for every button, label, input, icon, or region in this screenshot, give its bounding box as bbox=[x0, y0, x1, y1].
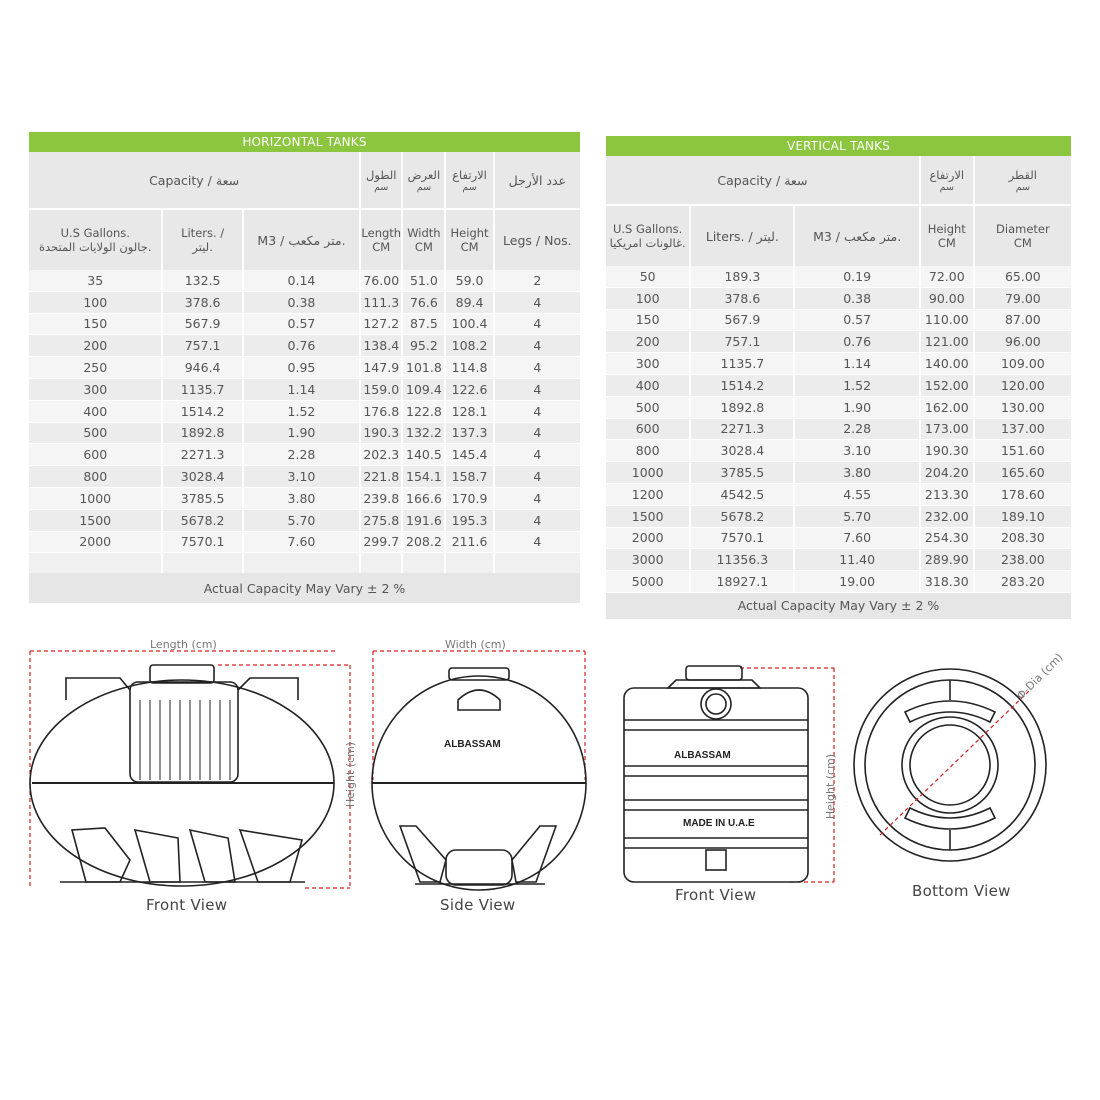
table-cell: 147.9 bbox=[361, 357, 401, 379]
width-header: Width CM bbox=[403, 208, 444, 270]
table-cell: 158.7 bbox=[446, 466, 492, 488]
table-cell: 3028.4 bbox=[691, 440, 793, 462]
h-height-dim-label: Height (cm) bbox=[344, 741, 358, 808]
table-cell: 189.3 bbox=[691, 266, 793, 288]
table-cell: 150 bbox=[29, 314, 161, 336]
table-cell: 213.30 bbox=[921, 484, 973, 506]
table-cell: 300 bbox=[29, 379, 161, 401]
table-cell: 87.5 bbox=[403, 314, 444, 336]
table-cell: 1135.7 bbox=[163, 379, 241, 401]
table-cell: 109.00 bbox=[975, 353, 1071, 375]
table-cell: 170.9 bbox=[446, 488, 492, 510]
table-cell: 140.5 bbox=[403, 444, 444, 466]
table-cell: 4 bbox=[495, 423, 580, 445]
table-cell: 500 bbox=[29, 423, 161, 445]
table-cell: 11.40 bbox=[795, 549, 918, 571]
gallons-header: U.S Gallons. جالون الولايات المتحدة. bbox=[29, 208, 161, 270]
table-cell: 400 bbox=[29, 401, 161, 423]
table-cell: 76.00 bbox=[361, 270, 401, 292]
table-cell: 7570.1 bbox=[163, 532, 241, 554]
vertical-height-ar-header: الارتفاع سم bbox=[921, 156, 973, 204]
table-cell: 0.76 bbox=[244, 335, 359, 357]
table-cell: 299.7 bbox=[361, 532, 401, 554]
table-cell: 5678.2 bbox=[163, 510, 241, 532]
table-cell: 4 bbox=[495, 488, 580, 510]
table-cell: 200 bbox=[29, 335, 161, 357]
table-cell: 208.2 bbox=[403, 532, 444, 554]
table-cell: 101.8 bbox=[403, 357, 444, 379]
table-cell: 254.30 bbox=[921, 528, 973, 550]
table-cell: 173.00 bbox=[921, 419, 973, 441]
table-cell: 4 bbox=[495, 292, 580, 314]
table-cell: 2000 bbox=[606, 528, 689, 550]
table-cell: 275.8 bbox=[361, 510, 401, 532]
table-cell: 800 bbox=[606, 440, 689, 462]
vertical-gallons-header: U.S Gallons. غالونات امريكيا. bbox=[606, 204, 689, 266]
table-cell: 165.60 bbox=[975, 462, 1071, 484]
table-cell: 76.6 bbox=[403, 292, 444, 314]
table-cell: 1.14 bbox=[795, 353, 918, 375]
table-cell: 757.1 bbox=[691, 331, 793, 353]
table-cell: 122.6 bbox=[446, 379, 492, 401]
table-cell: 51.0 bbox=[403, 270, 444, 292]
table-cell: 378.6 bbox=[163, 292, 241, 314]
table-cell: 7.60 bbox=[244, 532, 359, 554]
table-cell: 89.4 bbox=[446, 292, 492, 314]
table-cell: 100.4 bbox=[446, 314, 492, 336]
v-dia-dim-label: Φ-Dia (cm) bbox=[1014, 650, 1066, 703]
table-cell: 3.10 bbox=[795, 440, 918, 462]
table-cell: 7570.1 bbox=[691, 528, 793, 550]
capacity-header: Capacity / سعة bbox=[29, 152, 359, 208]
table-cell: 190.3 bbox=[361, 423, 401, 445]
liters-header: Liters. / ليتر. bbox=[163, 208, 241, 270]
table-cell: 195.3 bbox=[446, 510, 492, 532]
table-cell: 238.00 bbox=[975, 549, 1071, 571]
table-cell: 567.9 bbox=[691, 310, 793, 332]
table-cell: 1514.2 bbox=[163, 401, 241, 423]
table-cell: 2271.3 bbox=[691, 419, 793, 441]
legs-header: Legs / Nos. bbox=[495, 208, 580, 270]
h-length-dim-label: Length (cm) bbox=[150, 638, 217, 651]
vertical-height-header: Height CM bbox=[921, 204, 973, 266]
table-cell: 108.2 bbox=[446, 335, 492, 357]
table-cell: 3785.5 bbox=[163, 488, 241, 510]
table-cell: 1000 bbox=[29, 488, 161, 510]
table-cell: 1500 bbox=[29, 510, 161, 532]
table-cell: 87.00 bbox=[975, 310, 1071, 332]
table-cell: 250 bbox=[29, 357, 161, 379]
table-cell: 114.8 bbox=[446, 357, 492, 379]
table-cell: 162.00 bbox=[921, 397, 973, 419]
table-cell: 4 bbox=[495, 314, 580, 336]
table-cell: 0.14 bbox=[244, 270, 359, 292]
table-cell: 4 bbox=[495, 444, 580, 466]
table-cell: 109.4 bbox=[403, 379, 444, 401]
table-cell: 2.28 bbox=[244, 444, 359, 466]
table-cell: 2 bbox=[495, 270, 580, 292]
table-cell: 4 bbox=[495, 335, 580, 357]
table-cell: 232.00 bbox=[921, 506, 973, 528]
table-cell: 2000 bbox=[29, 532, 161, 554]
table-cell: 4 bbox=[495, 401, 580, 423]
vertical-m3-header: M3 / متر مكعب. bbox=[795, 204, 918, 266]
vertical-liters-header: Liters. / ليتر. bbox=[691, 204, 793, 266]
table-cell: 2271.3 bbox=[163, 444, 241, 466]
table-cell: 3.80 bbox=[244, 488, 359, 510]
table-cell: 400 bbox=[606, 375, 689, 397]
v-front-view-label: Front View bbox=[675, 886, 757, 904]
h-front-view-label: Front View bbox=[146, 896, 228, 914]
table-cell: 239.8 bbox=[361, 488, 401, 510]
table-cell: 35 bbox=[29, 270, 161, 292]
vertical-tanks-title: VERTICAL TANKS bbox=[606, 136, 1071, 156]
table-cell: 1000 bbox=[606, 462, 689, 484]
table-cell: 0.57 bbox=[244, 314, 359, 336]
table-cell: 0.38 bbox=[795, 288, 918, 310]
table-cell: 2.28 bbox=[795, 419, 918, 441]
table-cell: 3.10 bbox=[244, 466, 359, 488]
table-cell: 137.00 bbox=[975, 419, 1071, 441]
height-ar-header: الارتفاع سم bbox=[446, 152, 492, 208]
table-cell: 120.00 bbox=[975, 375, 1071, 397]
length-ar-header: الطول سم bbox=[361, 152, 401, 208]
table-cell: 0.76 bbox=[795, 331, 918, 353]
table-cell: 137.3 bbox=[446, 423, 492, 445]
table-cell: 1.90 bbox=[795, 397, 918, 419]
table-cell: 132.2 bbox=[403, 423, 444, 445]
vertical-capacity-header: Capacity / سعة bbox=[606, 156, 919, 204]
table-cell: 90.00 bbox=[921, 288, 973, 310]
table-cell: 111.3 bbox=[361, 292, 401, 314]
table-cell: 5.70 bbox=[795, 506, 918, 528]
table-cell: 0.57 bbox=[795, 310, 918, 332]
table-cell: 150 bbox=[606, 310, 689, 332]
table-cell: 95.2 bbox=[403, 335, 444, 357]
table-cell: 122.8 bbox=[403, 401, 444, 423]
table-cell: 176.8 bbox=[361, 401, 401, 423]
table-cell: 191.6 bbox=[403, 510, 444, 532]
table-cell: 0.95 bbox=[244, 357, 359, 379]
table-cell: 378.6 bbox=[691, 288, 793, 310]
table-cell: 4 bbox=[495, 532, 580, 554]
table-cell: 300 bbox=[606, 353, 689, 375]
table-cell: 166.6 bbox=[403, 488, 444, 510]
table-cell: 130.00 bbox=[975, 397, 1071, 419]
table-cell: 204.20 bbox=[921, 462, 973, 484]
horizontal-capacity-note: Actual Capacity May Vary ± 2 % bbox=[29, 573, 580, 603]
table-cell: 800 bbox=[29, 466, 161, 488]
vertical-capacity-note: Actual Capacity May Vary ± 2 % bbox=[606, 593, 1071, 619]
table-cell: 132.5 bbox=[163, 270, 241, 292]
table-cell: 1892.8 bbox=[163, 423, 241, 445]
table-cell: 4.55 bbox=[795, 484, 918, 506]
table-cell: 50 bbox=[606, 266, 689, 288]
table-cell: 4542.5 bbox=[691, 484, 793, 506]
table-cell: 3000 bbox=[606, 549, 689, 571]
height-header: Height CM bbox=[446, 208, 492, 270]
table-cell: 59.0 bbox=[446, 270, 492, 292]
table-cell: 3785.5 bbox=[691, 462, 793, 484]
table-cell: 11356.3 bbox=[691, 549, 793, 571]
table-cell: 567.9 bbox=[163, 314, 241, 336]
table-cell: 100 bbox=[606, 288, 689, 310]
table-cell: 0.38 bbox=[244, 292, 359, 314]
table-cell: 100 bbox=[29, 292, 161, 314]
table-cell: 154.1 bbox=[403, 466, 444, 488]
table-cell: 946.4 bbox=[163, 357, 241, 379]
v-height-dim-label: Height (cm) bbox=[824, 753, 838, 820]
table-cell: 1500 bbox=[606, 506, 689, 528]
table-cell: 121.00 bbox=[921, 331, 973, 353]
width-ar-header: العرض سم bbox=[403, 152, 444, 208]
table-cell: 1.52 bbox=[795, 375, 918, 397]
table-cell: 178.60 bbox=[975, 484, 1071, 506]
table-cell: 208.30 bbox=[975, 528, 1071, 550]
table-cell: 145.4 bbox=[446, 444, 492, 466]
table-cell: 4 bbox=[495, 466, 580, 488]
table-cell: 318.30 bbox=[921, 571, 973, 593]
h-width-dim-label: Width (cm) bbox=[445, 638, 506, 651]
table-cell: 5000 bbox=[606, 571, 689, 593]
table-cell: 1.52 bbox=[244, 401, 359, 423]
table-cell: 1135.7 bbox=[691, 353, 793, 375]
table-cell: 110.00 bbox=[921, 310, 973, 332]
table-cell: 4 bbox=[495, 510, 580, 532]
table-cell: 211.6 bbox=[446, 532, 492, 554]
table-cell: 757.1 bbox=[163, 335, 241, 357]
made-in-label: MADE IN U.A.E bbox=[683, 818, 755, 829]
table-cell: 138.4 bbox=[361, 335, 401, 357]
vertical-diameter-header: Diameter CM bbox=[975, 204, 1071, 266]
table-cell: 140.00 bbox=[921, 353, 973, 375]
table-cell: 200 bbox=[606, 331, 689, 353]
table-cell: 190.30 bbox=[921, 440, 973, 462]
table-cell: 1.90 bbox=[244, 423, 359, 445]
legs-ar-header: عدد الأرجل bbox=[495, 152, 580, 208]
table-cell: 289.90 bbox=[921, 549, 973, 571]
table-cell: 79.00 bbox=[975, 288, 1071, 310]
table-cell: 4 bbox=[495, 357, 580, 379]
table-cell: 4 bbox=[495, 379, 580, 401]
table-cell: 600 bbox=[29, 444, 161, 466]
v-bottom-view-label: Bottom View bbox=[912, 882, 1011, 900]
table-cell: 128.1 bbox=[446, 401, 492, 423]
table-cell: 5.70 bbox=[244, 510, 359, 532]
h-side-view-label: Side View bbox=[440, 896, 516, 914]
v-front-brand-label: ALBASSAM bbox=[674, 750, 731, 761]
table-cell: 1.14 bbox=[244, 379, 359, 401]
table-cell: 72.00 bbox=[921, 266, 973, 288]
table-cell: 19.00 bbox=[795, 571, 918, 593]
table-cell: 3.80 bbox=[795, 462, 918, 484]
diameter-ar-header: القطر سم bbox=[975, 156, 1071, 204]
table-cell: 96.00 bbox=[975, 331, 1071, 353]
table-cell: 500 bbox=[606, 397, 689, 419]
table-cell: 221.8 bbox=[361, 466, 401, 488]
table-cell: 1892.8 bbox=[691, 397, 793, 419]
side-view-brand-label: ALBASSAM bbox=[444, 739, 501, 750]
table-cell: 151.60 bbox=[975, 440, 1071, 462]
m3-header: M3 / متر مكعب. bbox=[244, 208, 359, 270]
table-cell: 1514.2 bbox=[691, 375, 793, 397]
table-cell: 65.00 bbox=[975, 266, 1071, 288]
table-cell: 7.60 bbox=[795, 528, 918, 550]
table-cell: 3028.4 bbox=[163, 466, 241, 488]
table-cell: 0.19 bbox=[795, 266, 918, 288]
table-cell: 283.20 bbox=[975, 571, 1071, 593]
table-cell: 189.10 bbox=[975, 506, 1071, 528]
table-cell: 5678.2 bbox=[691, 506, 793, 528]
table-cell: 152.00 bbox=[921, 375, 973, 397]
table-cell: 18927.1 bbox=[691, 571, 793, 593]
table-cell: 1200 bbox=[606, 484, 689, 506]
horizontal-tanks-title: HORIZONTAL TANKS bbox=[29, 132, 580, 152]
table-cell: 127.2 bbox=[361, 314, 401, 336]
table-cell: 202.3 bbox=[361, 444, 401, 466]
table-cell: 159.0 bbox=[361, 379, 401, 401]
length-header: Length CM bbox=[361, 208, 401, 270]
table-cell: 600 bbox=[606, 419, 689, 441]
